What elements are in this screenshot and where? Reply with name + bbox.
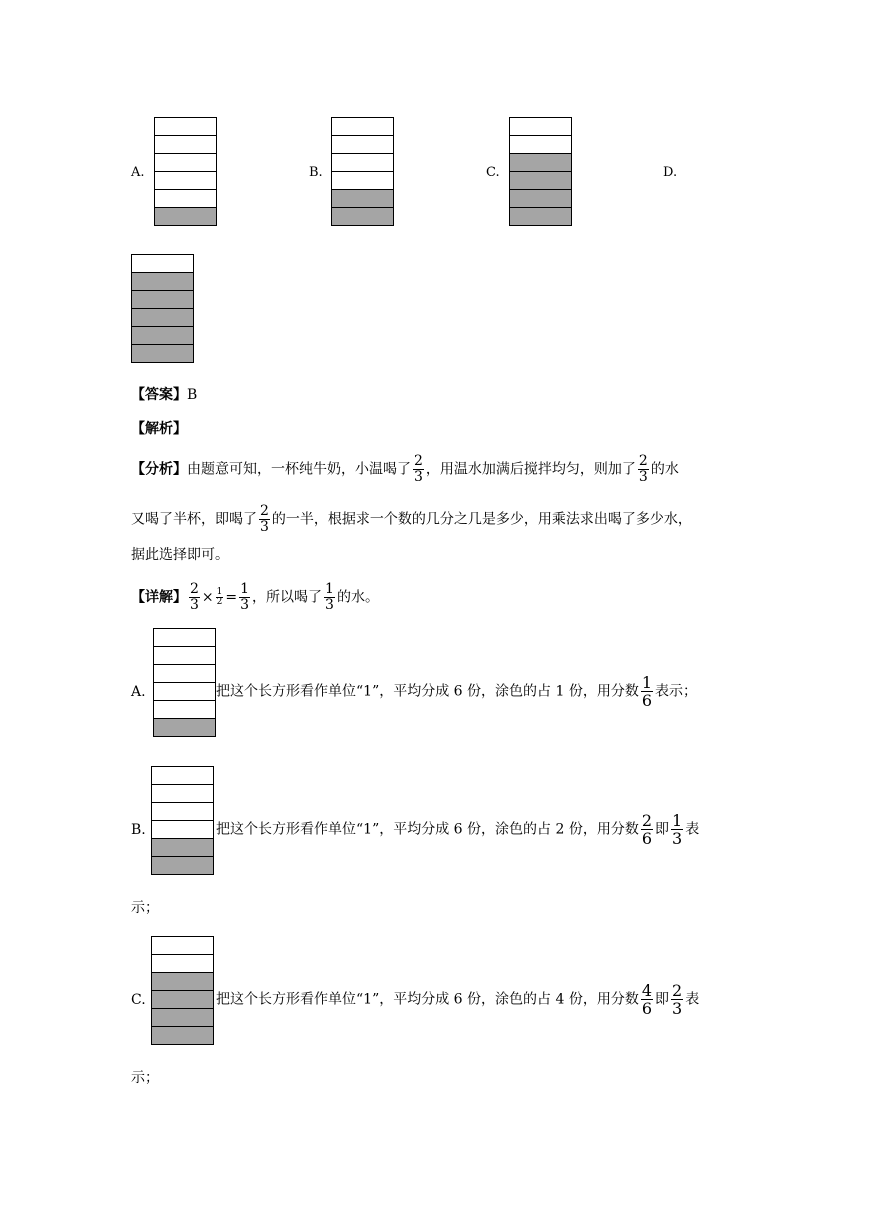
shaded-segment — [153, 719, 216, 737]
blank-segment — [151, 767, 214, 785]
analysis-line-1 — [131, 454, 679, 485]
explain-b-line — [131, 812, 699, 847]
explain-c-continuation: 示； — [131, 1070, 159, 1086]
fraction-two-sixths: $\frac{2}{6}$ — [641, 811, 653, 848]
option-d-rectangle — [131, 254, 194, 363]
explain-a-label: A. — [131, 683, 146, 700]
shaded-segment — [154, 208, 217, 226]
option-d-label: D. — [663, 165, 678, 180]
shaded-segment — [509, 190, 572, 208]
analysis-text-1c: 的水 — [650, 461, 679, 478]
explain-c-end: 表 — [685, 991, 700, 1008]
fraction-two-thirds: $\frac{2}{3}$ — [414, 453, 423, 485]
fraction-four-sixths: $\frac{4}{6}$ — [641, 981, 653, 1018]
blank-segment — [154, 154, 217, 172]
blank-segment — [331, 172, 394, 190]
detail-text-a: ，所以喝了 — [252, 589, 323, 606]
explain-b-text: 把这个长方形看作单位“1”，平均分成 6 份，涂色的占 2 份，用分数 — [216, 821, 639, 838]
answer-line — [131, 385, 197, 405]
explain-a-line — [131, 674, 697, 709]
explain-c-label: C. — [131, 991, 146, 1008]
explain-b-mid: 即 — [655, 821, 670, 838]
blank-segment — [509, 118, 572, 136]
option-c-label: C. — [486, 165, 500, 180]
explain-b-label: B. — [131, 821, 146, 838]
detail-line — [131, 582, 379, 613]
analysis-text-2a: 又喝了半杯，即喝了 — [131, 511, 257, 528]
blank-segment — [153, 647, 216, 665]
answer-value: B — [187, 387, 198, 403]
explain-a-end: 表示； — [655, 683, 698, 700]
equals-sign: = — [225, 589, 238, 606]
analysis-tag: 【分析】 — [131, 461, 187, 478]
blank-segment — [154, 136, 217, 154]
explain-c-text: 把这个长方形看作单位“1”，平均分成 6 份，涂色的占 4 份，用分数 — [216, 991, 639, 1008]
shaded-segment — [331, 208, 394, 226]
blank-segment — [331, 154, 394, 172]
shaded-segment — [331, 190, 394, 208]
blank-segment — [154, 190, 217, 208]
shaded-segment — [131, 345, 194, 363]
shaded-segment — [509, 172, 572, 190]
shaded-segment — [509, 154, 572, 172]
blank-segment — [151, 785, 214, 803]
detail-text-b: 的水。 — [336, 589, 379, 606]
explain-c-mid: 即 — [655, 991, 670, 1008]
blank-segment — [151, 955, 214, 973]
option-b-label: B. — [309, 165, 323, 180]
fraction-two-thirds: $\frac{2}{3}$ — [672, 981, 683, 1018]
explain-c-line — [131, 982, 699, 1017]
option-b-rectangle — [331, 117, 394, 226]
shaded-segment — [131, 273, 194, 291]
shaded-segment — [509, 208, 572, 226]
fraction-one-third: $\frac{1}{3}$ — [325, 581, 334, 613]
shaded-segment — [131, 309, 194, 327]
fraction-two-thirds: $\frac{2}{3}$ — [190, 581, 199, 613]
option-a-rectangle — [154, 117, 217, 226]
option-c-rectangle — [509, 117, 572, 226]
blank-segment — [151, 937, 214, 955]
detail-tag: 【详解】 — [131, 589, 187, 606]
analysis-line-2 — [131, 504, 692, 535]
blank-segment — [331, 118, 394, 136]
analysis-header: 【解析】 — [131, 421, 187, 437]
explain-a-text: 把这个长方形看作单位“1”，平均分成 6 份，涂色的占 1 份，用分数 — [216, 683, 639, 700]
shaded-segment — [131, 327, 194, 345]
shaded-segment — [131, 291, 194, 309]
fraction-two-thirds: $\frac{2}{3}$ — [638, 453, 648, 485]
analysis-text-1b: ，用温水加满后搅拌均匀，则加了 — [425, 461, 636, 478]
blank-segment — [153, 629, 216, 647]
analysis-text-2b: 的一半，根据求一个数的几分之几是多少，用乘法求出喝了多少水， — [271, 511, 692, 528]
times-sign: × — [201, 589, 214, 606]
blank-segment — [509, 136, 572, 154]
fraction-one-third: $\frac{1}{3}$ — [672, 811, 683, 848]
analysis-text-1a: 由题意可知，一杯纯牛奶，小温喝了 — [187, 461, 411, 478]
analysis-line-3: 据此选择即可。 — [131, 547, 229, 563]
blank-segment — [331, 136, 394, 154]
explain-b-end: 表 — [685, 821, 700, 838]
fraction-half: $\frac{1}{2}$ — [216, 587, 223, 607]
shaded-segment — [151, 1027, 214, 1045]
option-a-label: A. — [131, 165, 145, 180]
blank-segment — [154, 118, 217, 136]
answer-tag: 【答案】 — [131, 387, 187, 403]
blank-segment — [131, 255, 194, 273]
explain-b-continuation: 示； — [131, 900, 159, 916]
fraction-two-thirds: $\frac{2}{3}$ — [260, 503, 269, 535]
fraction-one-sixth: $\frac{1}{6}$ — [641, 673, 653, 710]
shaded-segment — [151, 857, 214, 875]
fraction-one-third: $\frac{1}{3}$ — [240, 581, 250, 613]
blank-segment — [154, 172, 217, 190]
